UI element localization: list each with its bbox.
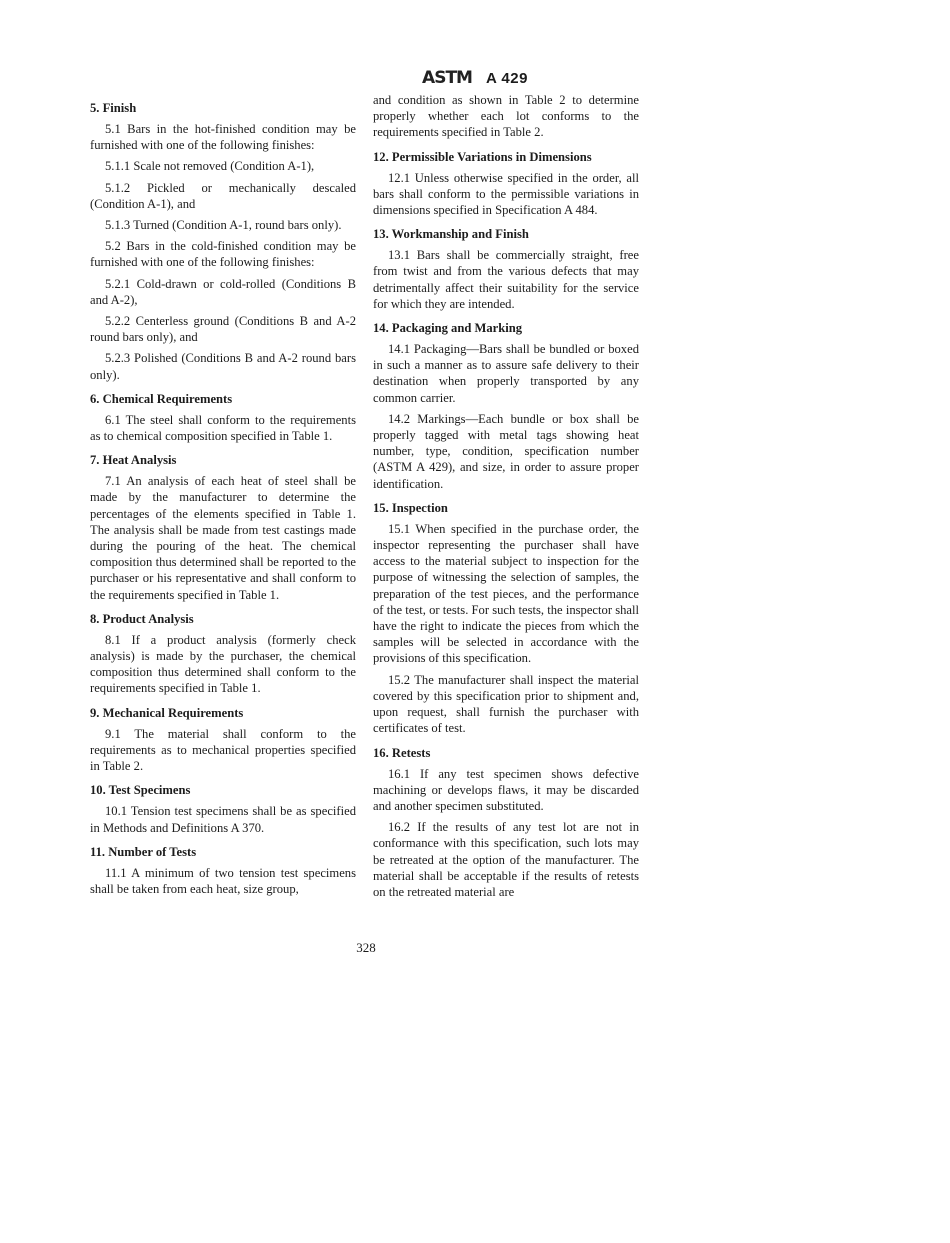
page-header	[0, 68, 950, 88]
section-inspection	[373, 500, 639, 737]
section-test-specimens	[90, 782, 356, 835]
paragraph: 7.1 An analysis of each heat of steel shall be made by the manufacturer to determine the percentages of the elements specified in Table 1. The analysis shall be made from test castings made during the pouring of the heat. The chemical composition thus determined shall be reported to the purchaser or his representative and shall conform to the requirements specified in Table 1.	[90, 474, 356, 602]
section-heading: 9. Mechanical Requirements	[90, 705, 244, 720]
section-heading: 15. Inspection	[373, 500, 448, 515]
standard-designation: A 429	[485, 69, 528, 87]
section-heading: 13. Workmanship and Finish	[373, 227, 529, 242]
paragraph: 13.1 Bars shall be commercially straight, free from twist and from the various defects that may detrimentally affect their suitability for the service for which they are intended.	[373, 248, 639, 311]
section-mechanical-requirements	[90, 705, 356, 775]
left-column	[90, 92, 356, 902]
paragraph: 5.2 Bars in the cold-finished condition may be furnished with one of the following finishes:	[90, 239, 356, 270]
paragraph: 8.1 If a product analysis (formerly check analysis) is made by the purchaser, the chemical composition thus determined shall conform to the requirements specified in Table 1.	[90, 632, 356, 696]
paragraph: 16.1 If any test specimen shows defective machining or develops flaws, it may be discarded and another specimen substituted.	[373, 766, 639, 813]
section-heading: 10. Test Specimens	[90, 783, 191, 798]
section-number-of-tests	[90, 844, 356, 897]
paragraph: 14.2 Markings—Each bundle or box shall be properly tagged with metal tags showing heat number, type, condition, specification number (ASTM A 429), and size, in order to assure proper identification.	[373, 411, 639, 491]
page-number: 328	[356, 940, 376, 955]
section-retests	[373, 745, 639, 901]
section-heading: 12. Permissible Variations in Dimensions	[373, 149, 592, 164]
paragraph: 15.1 When specified in the purchase order, the inspector representing the purchaser shall have access to the material subject to inspection for the purpose of witnessing the selection of samples, the preparation of the test pieces, and the performance of the test, or tests. For such tests, the inspector shall have the right to indicate the pieces from which the samples will be selected in accordance with the provisions of this specification.	[373, 521, 639, 666]
section-heading: 14. Packaging and Marking	[373, 321, 523, 336]
section-continuation	[373, 92, 639, 141]
paragraph: 5.1.1 Scale not removed (Condition A-1),	[105, 159, 315, 174]
section-product-analysis	[90, 611, 356, 697]
section-heat-analysis	[90, 452, 356, 603]
paragraph: 5.1 Bars in the hot-finished condition may be furnished with one of the following finishes:	[90, 122, 356, 153]
paragraph: 14.1 Packaging—Bars shall be bundled or boxed in such a manner as to assure safe delivery to their destination when properly transported by any common carrier.	[373, 342, 639, 405]
paragraph: 5.2.3 Polished (Conditions B and A-2 round bars only).	[90, 351, 356, 382]
paragraph: 16.2 If the results of any test lot are not in conformance with this specification, such lots may be retreated at the option of the manufacturer. The material shall be acceptable if the results of retests on the retreated material are	[373, 820, 639, 899]
paragraph: 9.1 The material shall conform to the requirements as to mechanical properties specified in Table 2.	[90, 726, 356, 774]
section-heading: 8. Product Analysis	[90, 611, 194, 626]
section-packaging-marking	[373, 320, 639, 492]
right-column	[373, 92, 639, 905]
section-heading: 11. Number of Tests	[90, 844, 197, 859]
section-permissible-variations	[373, 149, 639, 219]
section-heading: 6. Chemical Requirements	[90, 391, 233, 406]
astm-logo-icon: ASTM	[422, 68, 472, 88]
paragraph: 5.1.2 Pickled or mechanically descaled (Condition A-1), and	[90, 180, 356, 211]
paragraph: 5.1.3 Turned (Condition A-1, round bars only).	[105, 218, 342, 233]
section-finish	[90, 100, 356, 383]
section-chemical-requirements	[90, 391, 356, 444]
paragraph: 5.2.1 Cold-drawn or cold-rolled (Conditions B and A-2),	[90, 276, 356, 307]
section-heading: 7. Heat Analysis	[90, 453, 177, 468]
paragraph: 12.1 Unless otherwise specified in the order, all bars shall conform to the permissible variations in dimensions specified in Specification A 484.	[373, 170, 639, 218]
paragraph: 5.2.2 Centerless ground (Conditions B and A-2 round bars only), and	[90, 314, 356, 345]
paragraph: and condition as shown in Table 2 to determine properly whether each lot conforms to the requirements specified in Table 2.	[373, 93, 639, 140]
section-heading: 16. Retests	[373, 745, 431, 760]
paragraph: 15.2 The manufacturer shall inspect the material covered by this specification prior to shipment and, upon request, shall furnish the purchaser with certificates of test.	[373, 672, 639, 736]
paragraph: 11.1 A minimum of two tension test specimens shall be taken from each heat, size group,	[90, 865, 356, 896]
paragraph: 10.1 Tension test specimens shall be as specified in Methods and Definitions A 370.	[90, 804, 356, 835]
section-workmanship-finish	[373, 226, 639, 312]
paragraph: 6.1 The steel shall conform to the requirements as to chemical composition specified in Table 1.	[90, 412, 356, 444]
section-heading: 5. Finish	[90, 101, 137, 115]
